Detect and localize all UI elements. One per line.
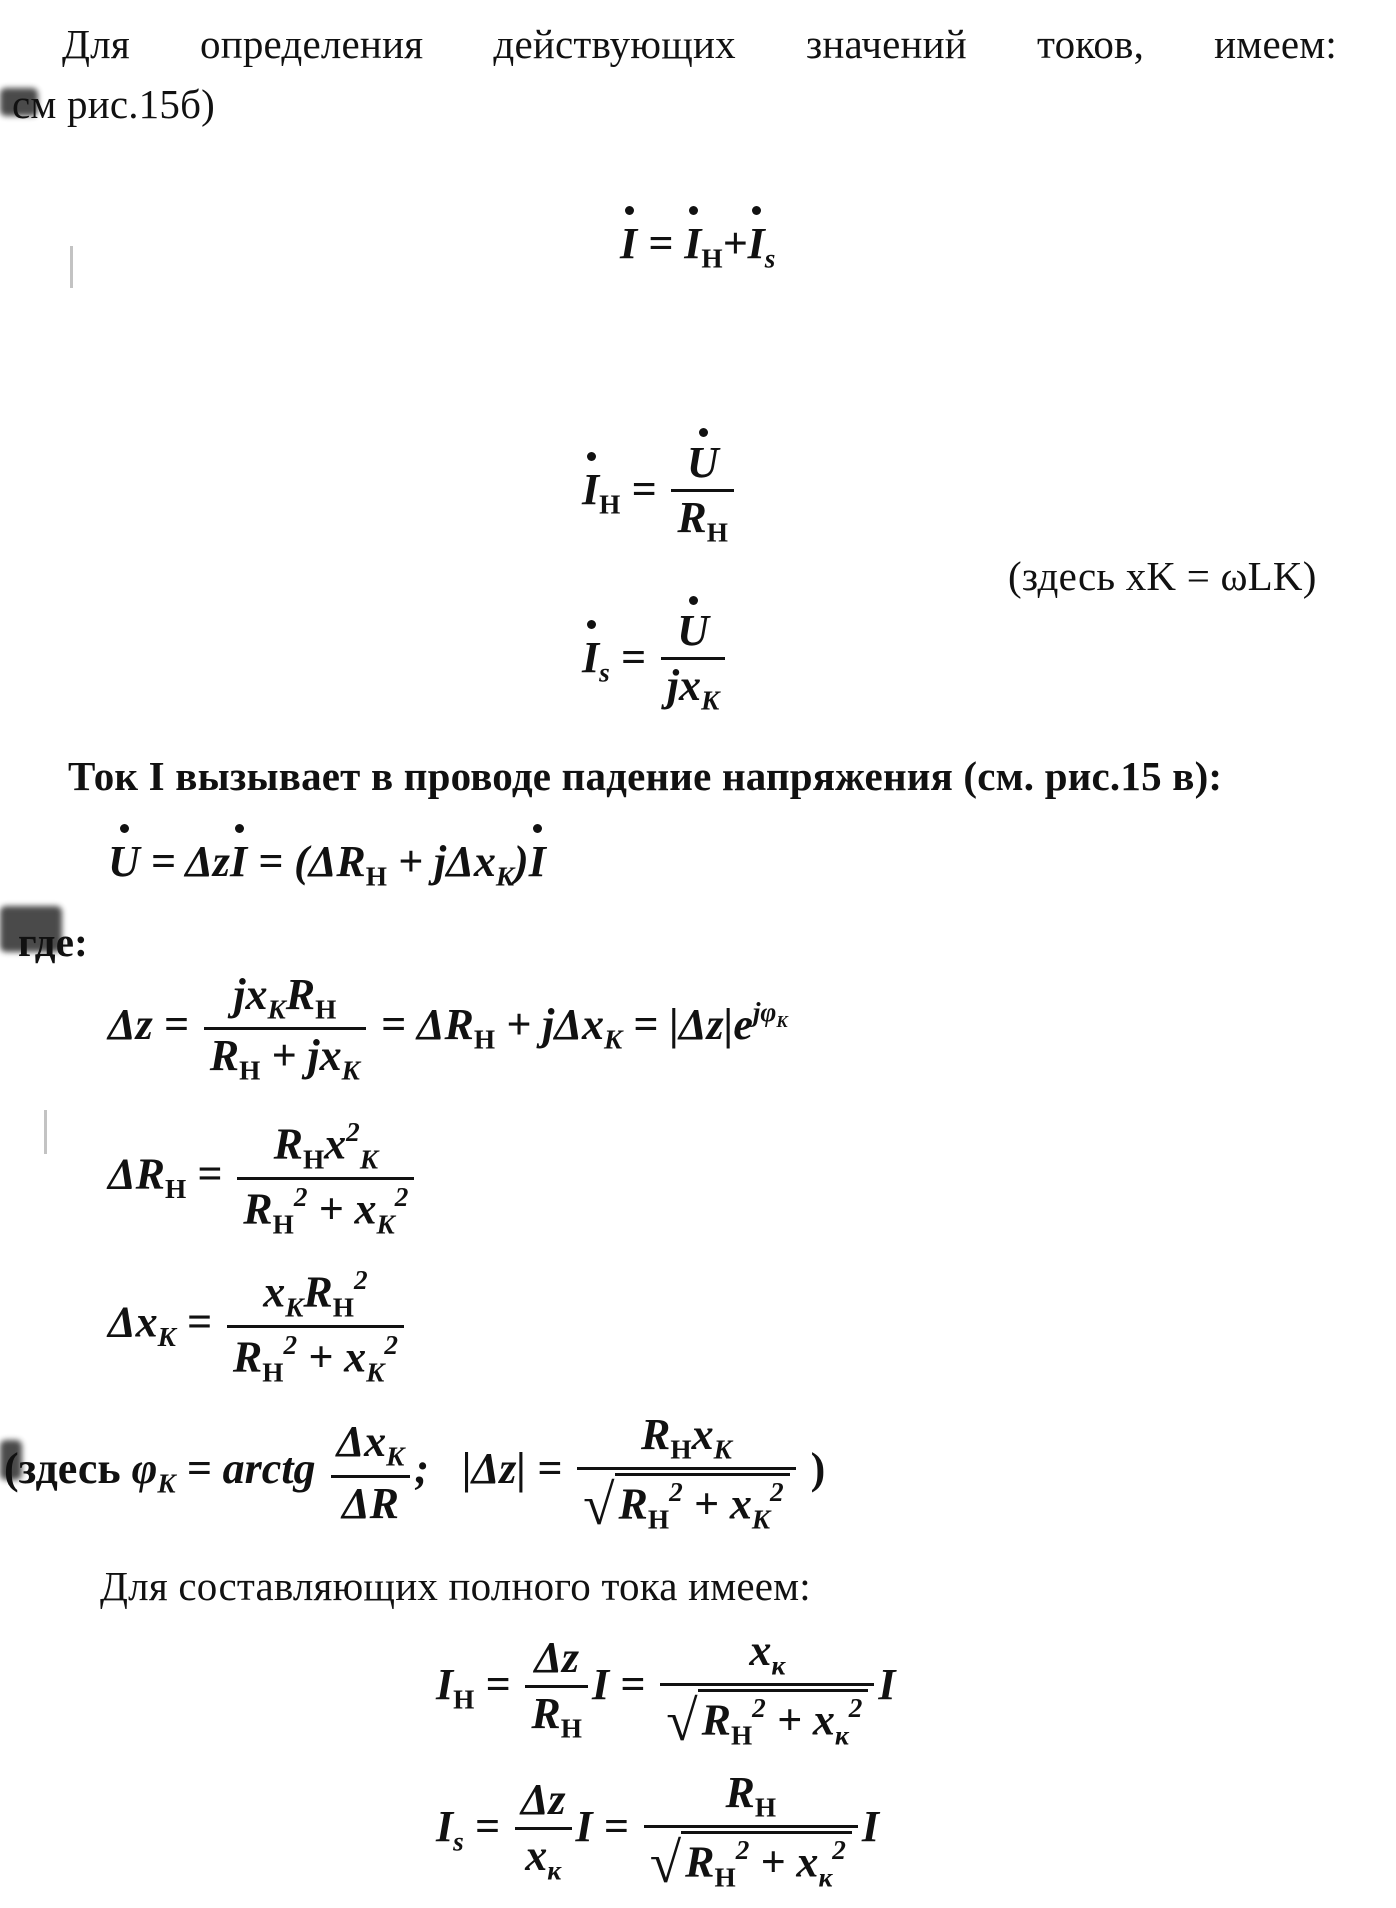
equation-phase-and-modulus: (здесь $\varphi_K$ = arctg $\frac{\Delta x_K}{\Delta R}$ ; |Δz| = $R_Нx_K$ √ $R_Н^2 + x_K^2$ )	[4, 1410, 826, 1537]
current-flow-paragraph: Ток I вызывает в проводе падение напряжения (см. рис.15 в):	[68, 753, 1223, 799]
intro-paragraph-line2: см рис.15б)	[12, 81, 215, 127]
equation-total-current: $I = I_Н+I_s$	[620, 219, 776, 274]
here-label: здесь	[18, 1444, 121, 1494]
equation-delta-r: $\Delta R_Н$ = $\frac{R_Нx^2_K}{R_Н^2 + x_K^2}$	[108, 1118, 418, 1239]
components-paragraph: Для составляющих полного тока имеем:	[100, 1563, 811, 1609]
scan-mark	[44, 1110, 47, 1154]
intro-paragraph-line1: Для определения действующих значений токов, имеем:	[62, 21, 1337, 67]
equation-load-current: $I_Н$ = $\frac{U}{R_Н}$	[582, 440, 738, 547]
scan-mark	[70, 246, 73, 288]
equation-voltage-drop: $U = \Delta zI = (\Delta R_Н + j\Delta x_K)I$	[108, 837, 546, 892]
equation-shunt-current-modulus: $I_s$ = $\frac{\Delta z}{x_к}$ I = $R_Н$ √ $R_Н^2 + x_к^2$ I	[436, 1768, 880, 1895]
note-reactance: (здесь xK = ωLK)	[1008, 553, 1317, 599]
equation-load-current-modulus: $I_Н$ = $\frac{\Delta z}{R_Н}$ I = $x_к$ √ $R_Н^2 + x_к^2$ I	[436, 1626, 896, 1753]
where-label: где:	[18, 919, 88, 965]
equation-delta-x: $\Delta x_K$ = $\frac{x_KR_Н^2}{R_Н^2 + x_K^2}$	[108, 1266, 408, 1387]
equation-shunt-current: $I_s$ = $\frac{U}{jx_K}$	[582, 608, 729, 715]
equation-delta-z: Δz = $\frac{jx_KR_Н}{R_Н + jx_K}$ = $\Delta R_Н + j\Delta x_K = |\Delta z|e^{j\varphi_K}$	[108, 970, 788, 1086]
